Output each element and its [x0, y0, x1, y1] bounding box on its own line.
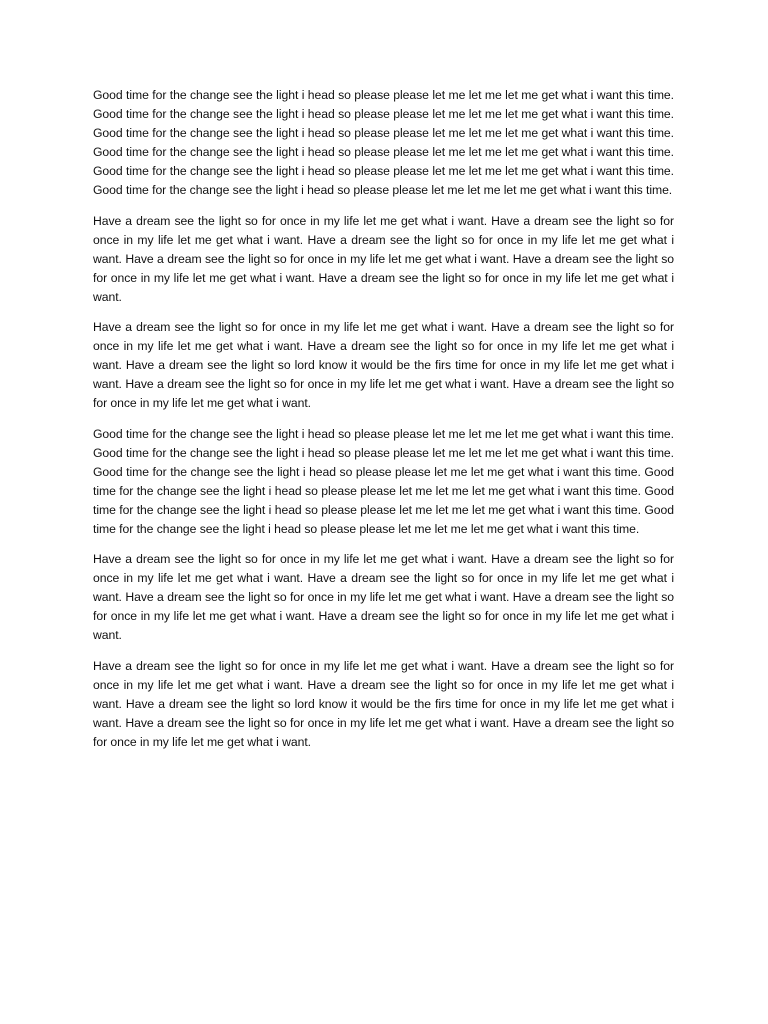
paragraph-5: Have a dream see the light so for once in my life let me get what i want. Have a dream see the light so for once in my life let me get what i want. Have a dream see the light so for once in my life let me get what i want. Have a dream see the light so for once in my life let me get what i want. Have a dream see the light so for once in my life let me get what i want. Have a dream see the light so for once in my life let me get what i want. — [93, 552, 674, 642]
paragraph-1: Good time for the change see the light i head so please please let me let me let me get what i want this time. Good time for the change see the light i head so please please let me let me let me get what i want this time. Good time for the change see the light i head so please please let me let me let me get what i want this time. Good time for the change see the light i head so please please let me let me let me get what i want this time. Good time for the change see the light i head so please please let me let me let me get what i want this time. Good time for the change see the light i head so please please let me let me let me get what i want this time. — [93, 88, 674, 197]
document-body — [93, 86, 674, 763]
paragraph-4: Good time for the change see the light i head so please please let me let me let me get what i want this time. Good time for the change see the light i head so please please let me let me let me get what i want this time. Good time for the change see the light i head so please please let me let me get what i want this time. Good time for the change see the light i head so please please let me let me let me get what i want this time. Good time for the change see the light i head so please please let me let me let me get what i want this time. Good time for the change see the light i head so please please let me let me let me get what i want this time. — [93, 426, 674, 536]
paragraph-3: Have a dream see the light so for once in my life let me get what i want. Have a dream see the light so for once in my life let me get what i want. Have a dream see the light so for once in my life let me get what i want. Have a dream see the light so lord know it would be the firs time for once in my life let me get what i want. Have a dream see the light so for once in my life let me get what i want. Have a dream see the light so for once in my life let me get what i want. — [93, 320, 674, 410]
paragraph-2: Have a dream see the light so for once in my life let me get what i want. Have a dream see the light so for once in my life let me get what i want. Have a dream see the light so for once in my life let me get what i want. Have a dream see the light so for once in my life let me get what i want. Have a dream see the light so for once in my life let me get what i want. Have a dream see the light so for once in my life let me get what i want. — [93, 213, 674, 304]
paragraph-6: Have a dream see the light so for once in my life let me get what i want. Have a dream see the light so for once in my life let me get what i want. Have a dream see the light so for once in my life let me get what i want. Have a dream see the light so lord know it would be the firs time for once in my life let me get what i want. Have a dream see the light so for once in my life let me get what i want. Have a dream see the light so for once in my life let me get what i want. — [93, 658, 674, 749]
